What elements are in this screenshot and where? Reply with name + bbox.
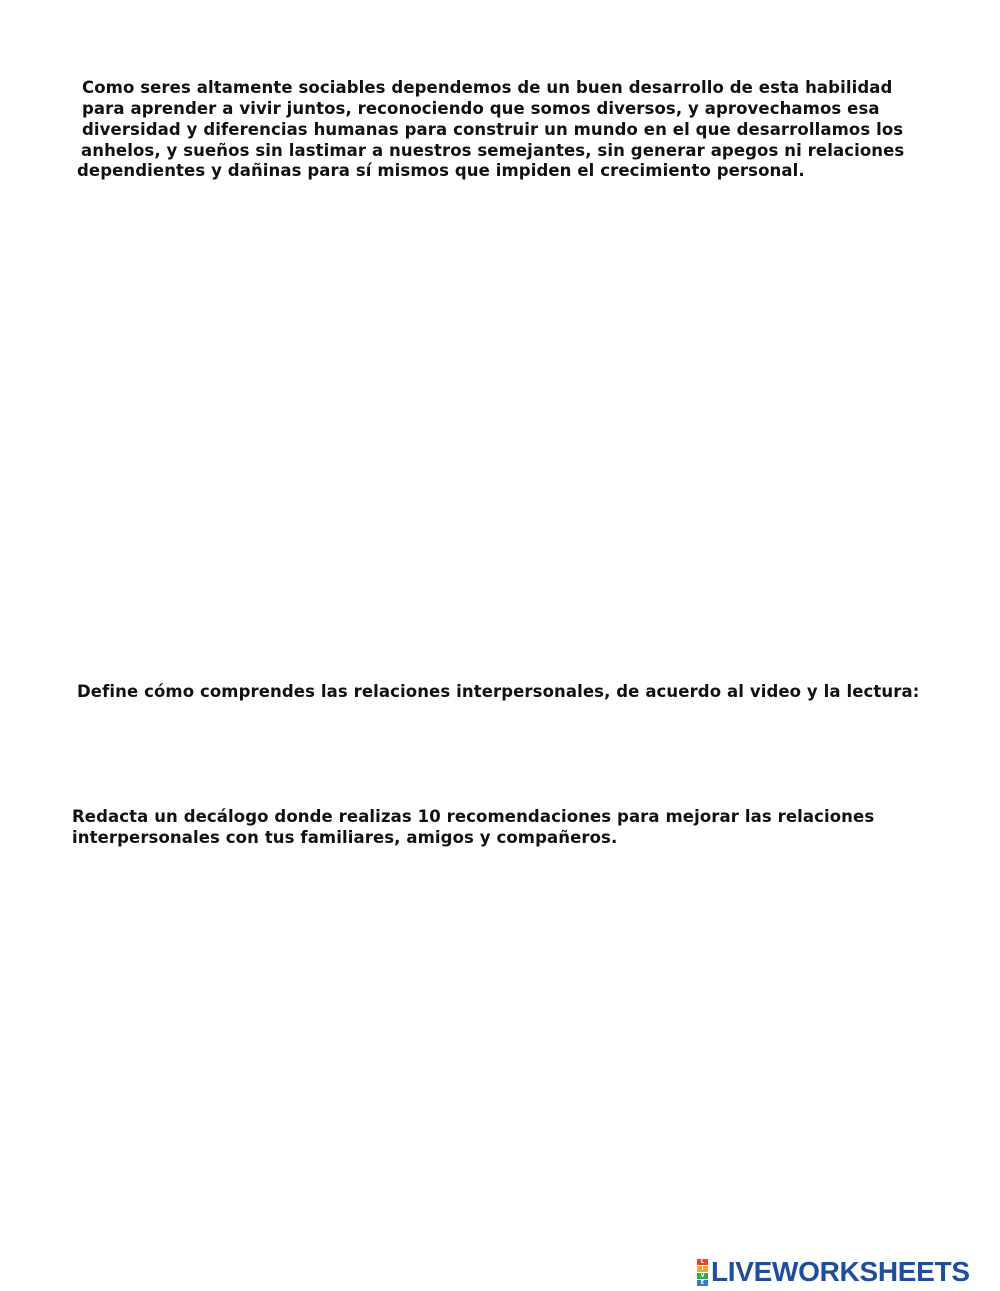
intro-line-4: anhelos, y sueños sin lastimar a nuestros semejantes, sin generar apegos ni relaciones — [81, 141, 905, 160]
question-decalogue-line-1: Redacta un decálogo donde realizas 10 recomendaciones para mejorar las relaciones — [72, 807, 875, 826]
intro-line-3: diversidad y diferencias humanas para construir un mundo en el que desarrollamos los — [82, 120, 904, 139]
liveworksheets-logo[interactable] — [697, 1257, 970, 1287]
logo-block-l: L — [697, 1259, 708, 1265]
logo-blocks-icon — [697, 1259, 708, 1286]
intro-line-5: dependientes y dañinas para sí mismos que impiden el crecimiento personal. — [77, 161, 805, 180]
logo-block-v: V — [697, 1273, 708, 1279]
intro-line-2: para aprender a vivir juntos, reconociendo que somos diversos, y aprovechamos esa — [82, 99, 880, 118]
question-define-relations: Define cómo comprendes las relaciones interpersonales, de acuerdo al video y la lectura: — [77, 682, 920, 701]
question-decalogue-line-2: interpersonales con tus familiares, amigos y compañeros. — [72, 828, 618, 847]
logo-block-i: I — [697, 1266, 708, 1272]
intro-line-1: Como seres altamente sociables dependemos de un buen desarrollo de esta habilidad — [82, 78, 893, 97]
logo-block-e: E — [697, 1280, 708, 1286]
logo-text: LIVEWORKSHEETS — [711, 1256, 970, 1287]
